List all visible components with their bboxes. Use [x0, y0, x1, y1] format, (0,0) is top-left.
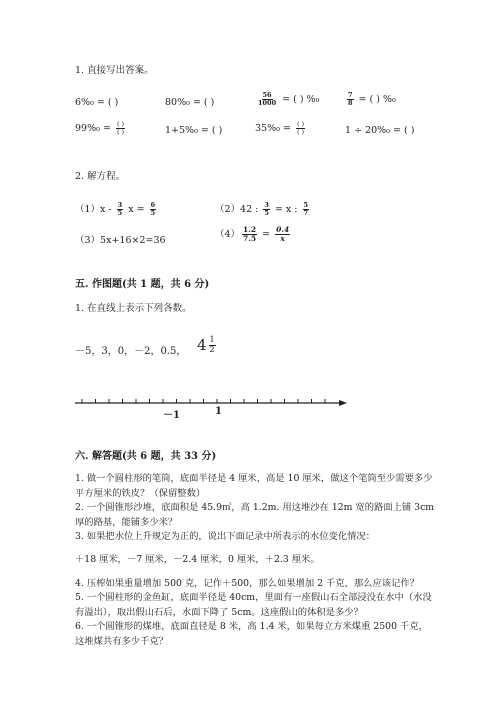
question-text: 2. 一个圆锥形沙堆，底面积是 45.9㎡，高 1.2m. 用这堆沙在 12m 宽的路面上铺 3cm 厚的路基，能铺多少米？ [75, 502, 435, 528]
numerator: 3 [117, 201, 123, 210]
axis-label-1: 1 [215, 406, 222, 417]
numerator: 1 [209, 335, 215, 345]
denominator: x [280, 234, 285, 243]
section-heading: 六. 解答题(共 6 题，共 33 分) [75, 451, 217, 462]
question-text: 1. 做一个圆柱形的笔筒，底面半径是 4 厘米，高是 10 厘米，做这个笔筒至少需要多少平方厘米的铁皮？（保留整数） [75, 473, 433, 499]
section-heading: 五. 作图题(共 1 题，共 6 分) [75, 279, 210, 290]
denominator: 7.5 [243, 234, 257, 243]
equation-mid: = x : [271, 204, 301, 215]
denominator: 5 [150, 209, 156, 217]
denominator: 7 [303, 209, 309, 217]
equation-lead: （4） [215, 229, 241, 240]
axis-label-neg1: －1 [163, 410, 180, 421]
question-text: 4. 压榨如果重量增加 500 克，记作＋500，那么如果增加 2 千克，那么应该记作？ [75, 578, 419, 589]
equation-mid: = [259, 229, 274, 240]
question-text: ＋18 厘米，－7 厘米，－2.4 厘米，0 厘米，＋2.3 厘米。 [75, 554, 320, 565]
exercise-item: 1+5%₀ = ( ) [165, 125, 223, 136]
exercise-lead: 99%₀ = [75, 122, 114, 134]
equation-lead: （2）42 : [215, 204, 262, 215]
numerator: 1.2 [243, 225, 257, 235]
exercise-tail: = ( ) %₀ [279, 93, 320, 105]
denominator: 2 [209, 344, 215, 354]
denominator: ( ) [116, 127, 125, 136]
denominator: 1000 [258, 98, 277, 107]
exercise-lead: 35%₀ = [255, 122, 294, 134]
exercise-item: 6%₀ = ( ) [75, 97, 119, 108]
equation-lead: （1）x - [75, 204, 115, 215]
equation: （3）5x+16×2=36 [75, 235, 166, 246]
numerator: 3 [264, 201, 269, 210]
question-heading: 1. 直接写出答案。 [75, 65, 154, 76]
numerator: ( ) [296, 120, 305, 128]
question-text: 3. 如果把水位上升规定为正的，说出下面记录中所表示的水位变化情况： [75, 531, 376, 542]
denominator: 5 [264, 209, 269, 217]
question-text: 5. 一个圆柱形的金鱼缸，底面半径是 40cm，里面有一座假山石全部浸没在水中（水没有溢出），取出假山石后，水面下降了 5cm。这座假山的体积是多少？ [75, 592, 432, 618]
numerator: 7 [348, 91, 353, 99]
mixed-number-whole: 4 [197, 336, 207, 354]
question-text: 6. 一个圆锥形的煤堆，底面直径是 8 米，高 1.4 米，如果每立方米煤重 2500 千克，这堆煤共有多少千克？ [75, 621, 428, 647]
question-text: 1. 在直线上表示下列各数。 [75, 303, 192, 314]
denominator: 5 [117, 209, 123, 217]
exercise-item: 80%₀ = ( ) [165, 97, 215, 108]
question-heading: 2. 解方程。 [75, 171, 126, 182]
numerator: 6 [150, 201, 156, 210]
numerator: 0.4 [276, 225, 290, 235]
numerator: 5 [303, 201, 309, 210]
number-list: －5，3，0，－2，0.5， [75, 346, 187, 357]
exercise-tail: = ( ) %₀ [355, 93, 396, 105]
numerator: ( ) [116, 120, 125, 128]
numerator: 56 [262, 91, 272, 99]
number-line-arrow [339, 400, 347, 406]
denominator: ( ) [296, 127, 305, 136]
denominator: 8 [348, 98, 353, 107]
equation-mid: x = [125, 204, 148, 215]
exercise-item: 1 ÷ 20%₀ = ( ) [345, 125, 415, 136]
